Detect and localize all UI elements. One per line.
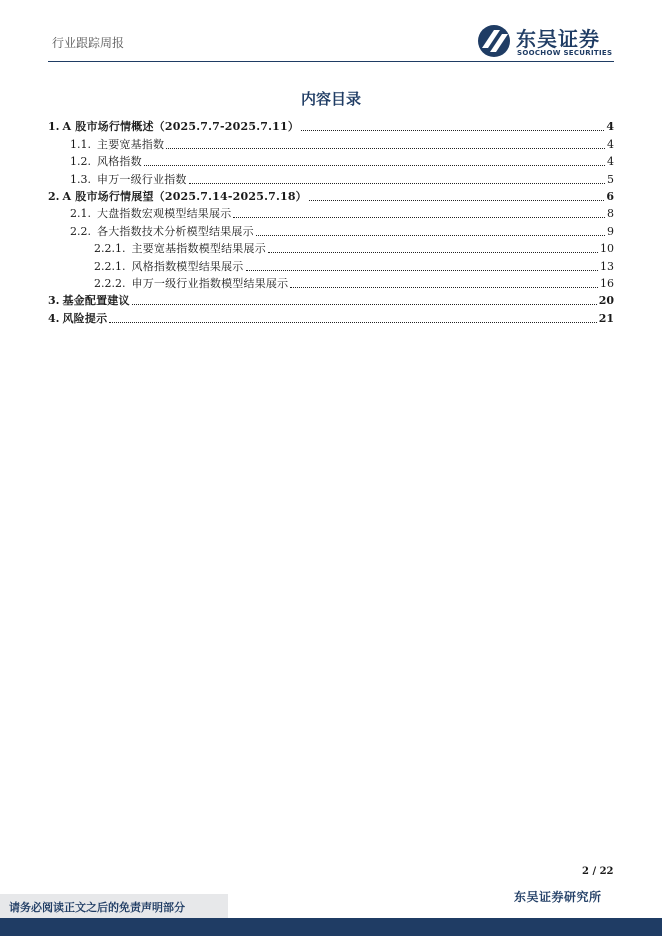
toc-entry-number: 3.: [48, 294, 60, 308]
toc-entry[interactable]: [48, 274, 614, 291]
toc-entry-title: 主要宽基指数: [97, 137, 165, 151]
toc-dot-leader: [301, 130, 604, 131]
toc-entry-number: 2.2.: [70, 224, 91, 238]
toc-entry-page: 4: [607, 155, 614, 169]
toc-entry-title: 申万一级行业指数: [97, 172, 187, 186]
brand-name-en: SOOCHOW SECURITIES: [517, 49, 613, 57]
toc-entry[interactable]: [48, 204, 614, 221]
toc-dot-leader: [246, 270, 599, 271]
toc-entry-title: 大盘指数宏观模型结果展示: [97, 207, 232, 221]
brand-logo: [476, 24, 616, 60]
page-number: 2 / 22: [582, 866, 614, 877]
toc-dot-leader: [268, 252, 598, 253]
toc-entry-page: 16: [600, 276, 614, 290]
table-of-contents: [48, 117, 614, 326]
toc-entry-number: 1.3.: [70, 172, 91, 186]
toc-dot-leader: [132, 304, 597, 305]
toc-entry-page: 4: [607, 137, 614, 151]
toc-entry-page: 5: [607, 172, 614, 186]
toc-entry-number: 2.: [48, 189, 60, 203]
toc-entry-title: 申万一级行业指数模型结果展示: [131, 276, 289, 290]
toc-dot-leader: [109, 322, 596, 323]
toc-entry-number: 1.: [48, 120, 60, 134]
toc-entry-page: 13: [600, 259, 614, 273]
toc-entry-page: 10: [600, 242, 614, 256]
toc-entry[interactable]: [48, 117, 614, 134]
brand-name: 东吴证券: [516, 27, 600, 51]
toc-entry[interactable]: [48, 169, 614, 186]
toc-entry-title: 主要宽基指数模型结果展示: [131, 242, 266, 256]
toc-entry-number: 2.2.2.: [94, 276, 126, 290]
toc-entry-number: 2.2.1.: [94, 242, 126, 256]
toc-entry-page: 6: [606, 189, 614, 203]
toc-entry-number: 4.: [48, 311, 60, 325]
toc-dot-leader: [233, 217, 605, 218]
toc-entry[interactable]: [48, 308, 614, 325]
toc-entry[interactable]: [48, 291, 614, 308]
toc-dot-leader: [290, 287, 598, 288]
toc-entry[interactable]: [48, 221, 614, 238]
footer-organization: 东吴证券研究所: [514, 890, 602, 904]
toc-entry-page: 20: [598, 294, 614, 308]
toc-entry-title: 基金配置建议: [62, 294, 130, 308]
toc-entry[interactable]: [48, 187, 614, 204]
soochow-logo-icon: [476, 24, 512, 58]
footer-band: [0, 918, 662, 936]
toc-entry-number: 2.2.1.: [94, 259, 126, 273]
toc-title: 内容目录: [300, 90, 361, 108]
toc-entry[interactable]: [48, 256, 614, 273]
toc-entry-title: 风险提示: [62, 311, 108, 325]
toc-entry-number: 2.1.: [70, 207, 91, 221]
disclaimer-box: [0, 894, 228, 918]
toc-entry-title: 各大指数技术分析模型结果展示: [97, 224, 254, 238]
disclaimer-text: 请务必阅读正文之后的免责声明部分: [9, 901, 185, 914]
report-type-label: 行业跟踪周报: [52, 36, 125, 50]
toc-entry[interactable]: [48, 239, 614, 256]
header-divider: [48, 61, 614, 62]
toc-entry-number: 1.1.: [70, 137, 91, 151]
toc-entry-number: 1.2.: [70, 155, 91, 169]
toc-entry-page: 4: [606, 120, 614, 134]
toc-entry-title: 风格指数模型结果展示: [131, 259, 244, 273]
toc-entry-title: 风格指数: [97, 155, 142, 169]
toc-dot-leader: [189, 183, 605, 184]
toc-entry[interactable]: [48, 152, 614, 169]
toc-entry-title: A 股市场行情概述（2025.7.7-2025.7.11）: [62, 120, 300, 134]
toc-dot-leader: [166, 148, 605, 149]
toc-entry-page: 21: [598, 311, 614, 325]
toc-entry-title: A 股市场行情展望（2025.7.14-2025.7.18）: [62, 189, 307, 203]
toc-entry-page: 8: [607, 207, 614, 221]
toc-dot-leader: [256, 235, 605, 236]
toc-dot-leader: [309, 200, 604, 201]
toc-dot-leader: [144, 165, 605, 166]
toc-entry-page: 9: [607, 224, 614, 238]
toc-entry[interactable]: [48, 134, 614, 151]
